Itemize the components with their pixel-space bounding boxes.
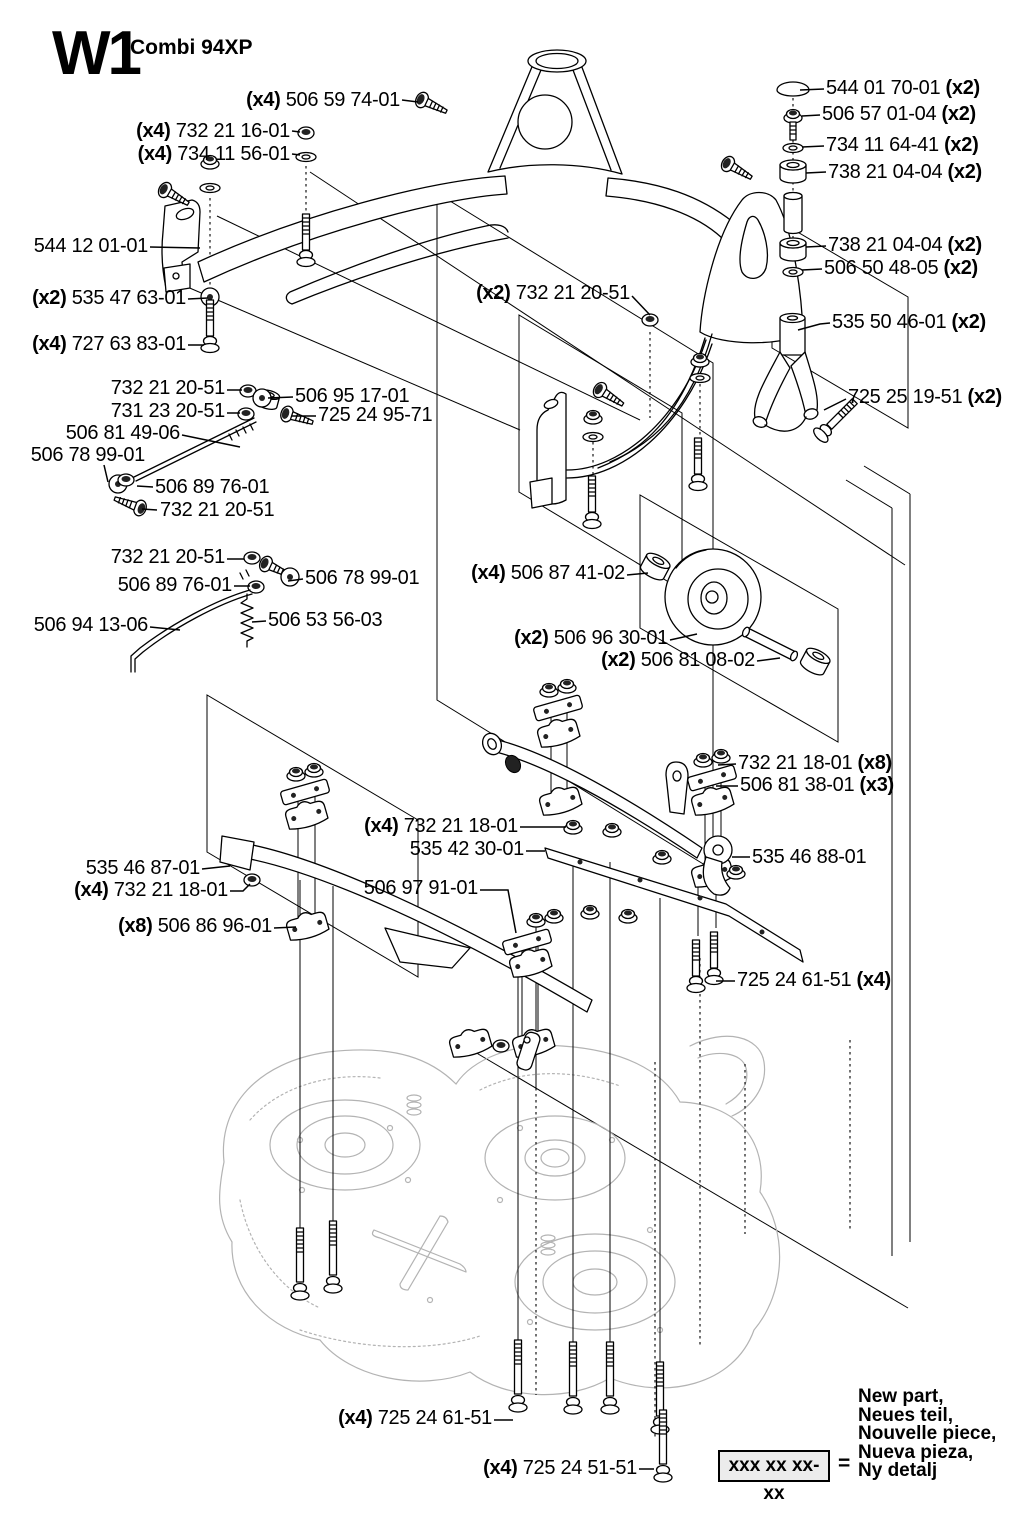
model-name: Combi 94XP xyxy=(130,36,253,59)
hanger-bracket xyxy=(666,762,688,814)
legend-line: Nouvelle piece, xyxy=(858,1423,997,1444)
part-label: 506 53 56-03 xyxy=(268,609,383,631)
part-label: (x2) 506 81 08-02 xyxy=(601,649,755,671)
deck-spindle-left xyxy=(270,1100,420,1190)
part-label: 506 89 76-01 xyxy=(117,574,232,596)
deck-blade-x xyxy=(372,1216,466,1290)
part-label: 732 21 18-01 (x8) xyxy=(738,752,892,774)
part-label: 506 78 99-01 xyxy=(305,567,420,589)
part-label: (x4) 506 59 74-01 xyxy=(246,89,400,111)
part-label: 725 25 19-51 (x2) xyxy=(848,386,1002,408)
part-label: 544 01 70-01 (x2) xyxy=(826,77,980,99)
part-label: 738 21 04-04 (x2) xyxy=(828,161,982,183)
clamp-stack-upper-left xyxy=(533,680,583,819)
legend-line: Nueva pieza, xyxy=(858,1441,974,1463)
part-label: (x2) 732 21 20-51 xyxy=(476,282,630,304)
part-label: (x4) 727 63 83-01 xyxy=(32,333,186,355)
new-part-translations xyxy=(858,1388,996,1481)
equals-sign: = xyxy=(838,1452,851,1475)
part-label: (x2) 506 96 30-01 xyxy=(514,627,668,649)
ball-joint-upper xyxy=(253,388,281,411)
deck-spindle-right xyxy=(485,1116,625,1200)
page-code: W1 xyxy=(52,19,139,88)
part-label: 732 21 20-51 xyxy=(110,546,225,568)
upper-hanger-bar xyxy=(479,680,737,896)
mower-deck-outline xyxy=(220,1036,780,1394)
frame-left-bracket xyxy=(162,200,200,292)
deck-bolts xyxy=(291,1221,672,1482)
part-label: 506 81 38-01 (x3) xyxy=(740,774,894,796)
part-label: 506 81 49-06 xyxy=(65,422,180,444)
part-label: 535 42 30-01 xyxy=(409,838,524,860)
part-label: 506 78 99-01 xyxy=(30,444,145,466)
part-label: (x4) 734 11 56-01 xyxy=(137,143,290,165)
part-label: 506 50 48-05 (x2) xyxy=(824,257,978,279)
part-label: 506 57 01-04 (x2) xyxy=(822,103,976,125)
part-label: (x4) 732 21 18-01 xyxy=(364,815,518,837)
part-label: (x4) 732 21 18-01 xyxy=(74,879,228,901)
legend-line: Ny detalj xyxy=(858,1460,938,1481)
part-label: 506 97 91-01 xyxy=(363,877,478,899)
part-label: (x8) 506 86 96-01 xyxy=(118,915,272,937)
part-label: (x2) 535 47 63-01 xyxy=(32,287,186,309)
part-label: 734 11 64-41 (x2) xyxy=(826,134,979,156)
part-label: 731 23 20-51 xyxy=(110,400,225,422)
part-label: (x4) 725 24 61-51 xyxy=(338,1407,492,1429)
part-number-placeholder-box: xxx xx xx-xx xyxy=(718,1450,830,1482)
part-label: 535 50 46-01 (x2) xyxy=(832,311,986,333)
caster-bushing-stack xyxy=(777,82,809,277)
part-label: 725 24 61-51 (x4) xyxy=(737,969,891,991)
part-label: 732 21 20-51 xyxy=(110,377,225,399)
center-bracket-assembly xyxy=(530,340,712,529)
part-label: 732 21 20-51 xyxy=(160,499,275,521)
part-label: 535 46 87-01 xyxy=(85,857,200,879)
part-label: 506 94 13-06 xyxy=(33,614,148,636)
part-label: (x4) 732 21 16-01 xyxy=(136,120,290,142)
tension-spring xyxy=(241,594,253,647)
clamp-stack-left xyxy=(280,764,330,944)
frame-tower xyxy=(488,50,622,174)
part-label: (x4) 506 87 41-02 xyxy=(471,562,625,584)
part-label: 506 89 76-01 xyxy=(155,476,270,498)
part-label: (x4) 725 24 51-51 xyxy=(483,1457,637,1479)
part-label: 506 95 17-01 xyxy=(295,385,410,407)
legend-line: New part, xyxy=(858,1386,944,1407)
deck-spindle-bottom xyxy=(515,1234,675,1330)
part-label: 725 24 95-71 xyxy=(318,404,433,426)
legend-line: Neues teil, xyxy=(858,1404,954,1426)
part-label: 544 12 01-01 xyxy=(33,235,148,257)
part-label: 738 21 04-04 (x2) xyxy=(828,234,982,256)
part-label: 535 46 88-01 xyxy=(752,846,867,868)
